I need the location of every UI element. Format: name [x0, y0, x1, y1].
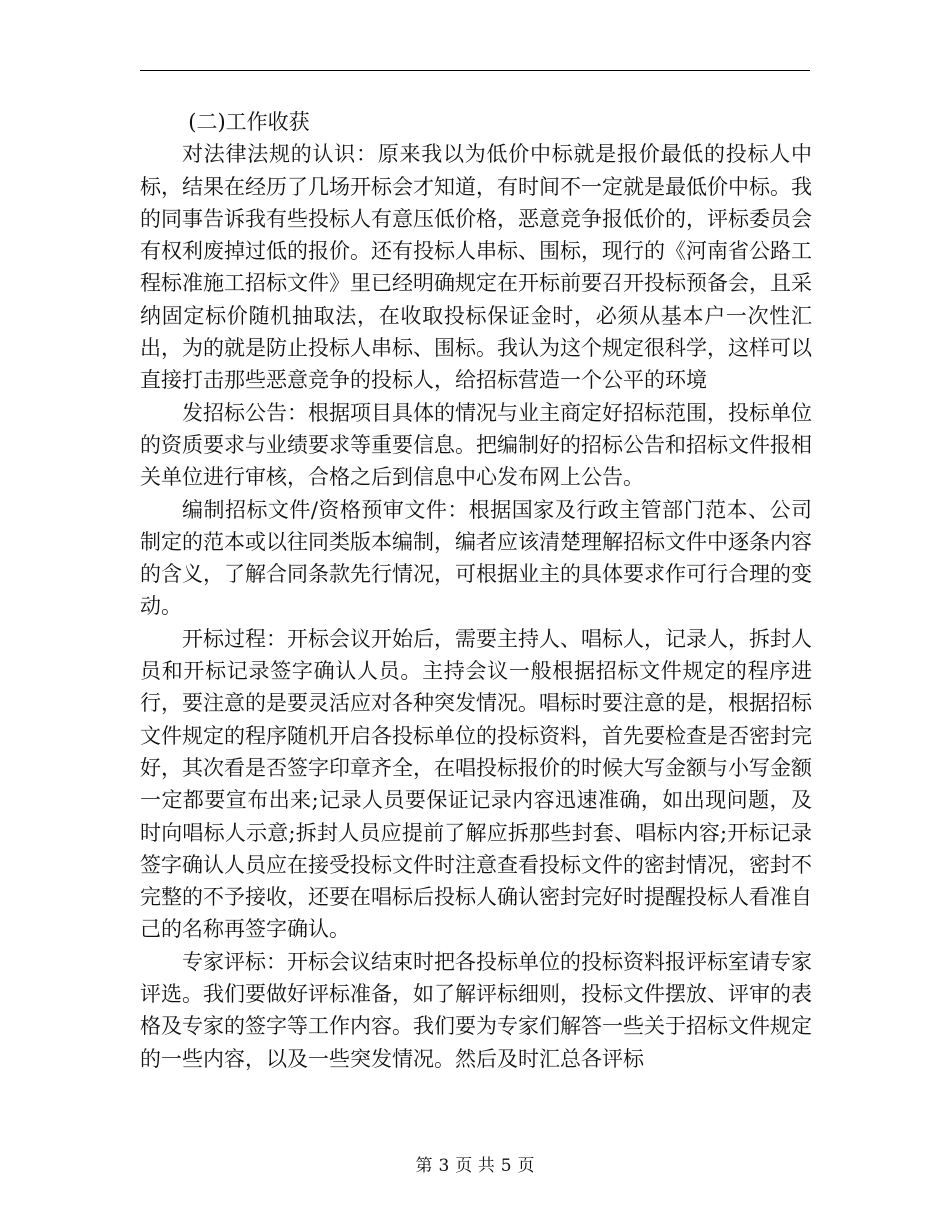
footer-mid: 页 共: [455, 1156, 495, 1176]
page-footer: [0, 1151, 950, 1176]
footer-total-pages: 5: [500, 1156, 512, 1176]
paragraph-tender-documents: 编制招标文件/资格预审文件：根据国家及行政主管部门范本、公司制定的范本或以往同类版本编制，编者应该清楚理解招标文件中逐条内容的含义，了解合同条款先行情况，可根据业主的具体要求作可行合理的变动。: [140, 497, 812, 619]
paragraph-bid-opening: 开标过程：开标会议开始后，需要主持人、唱标人，记录人，拆封人员和开标记录签字确认人员。主持会议一般根据招标文件规定的程序进行，要注意的是要灵活应对各种突发情况。唱标时要注意的是，根据招标文件规定的程序随机开启各投标单位的投标资料，首先要检查是否密封完好，其次看是否签字印章齐全，在唱投标报价的时候大写金额与小写金额一定都要宣布出来;记录人员要保证记录内容迅速准确，如出现问题，及时向唱标人示意;拆封人员应提前了解应拆那些封套、唱标内容;开标记录签字确认人员应在接受投标文件时注意查看投标文件的密封情况，密封不完整的不予接收，还要在唱标后投标人确认密封完好时提醒投标人看准自己的名称再签字确认。: [140, 626, 812, 942]
paragraph-legal-knowledge: 对法律法规的认识：原来我以为低价中标就是报价最低的投标人中标，结果在经历了几场开标会才知道，有时间不一定就是最低价中标。我的同事告诉我有些投标人有意压低价格，恶意竞争报低价的，评标委员会有权利废掉过低的报价。还有投标人串标、围标，现行的《河南省公路工程标准施工招标文件》里已经明确规定在开标前要召开投标预备会，且采纳固定标价随机抽取法，在收取投标保证金时，必须从基本户一次性汇出，为的就是防止投标人串标、围标。我认为这个规定很科学，这样可以直接打击那些恶意竞争的投标人，给招标营造一个公平的环境: [140, 142, 812, 393]
footer-suffix: 页: [517, 1156, 535, 1176]
section-heading: (二)工作收获: [188, 110, 310, 134]
footer-current-page: 3: [438, 1156, 450, 1176]
paragraph-tender-announcement: 发招标公告：根据项目具体的情况与业主商定好招标范围，投标单位的资质要求与业绩要求等重要信息。把编制好的招标公告和招标文件报相关单位进行审核，合格之后到信息中心发布网上公告。: [140, 400, 812, 490]
paragraph-expert-evaluation: 专家评标：开标会议结束时把各投标单位的投标资料报评标室请专家评选。我们要做好评标准备，如了解评标细则，投标文件摆放、评审的表格及专家的签字等工作内容。我们要为专家们解答一些关于招标文件规定的一些内容，以及一些突发情况。然后及时汇总各评标: [140, 949, 812, 1071]
footer-prefix: 第: [415, 1156, 433, 1176]
body-text: [140, 106, 812, 1075]
header-rule: [140, 70, 810, 71]
